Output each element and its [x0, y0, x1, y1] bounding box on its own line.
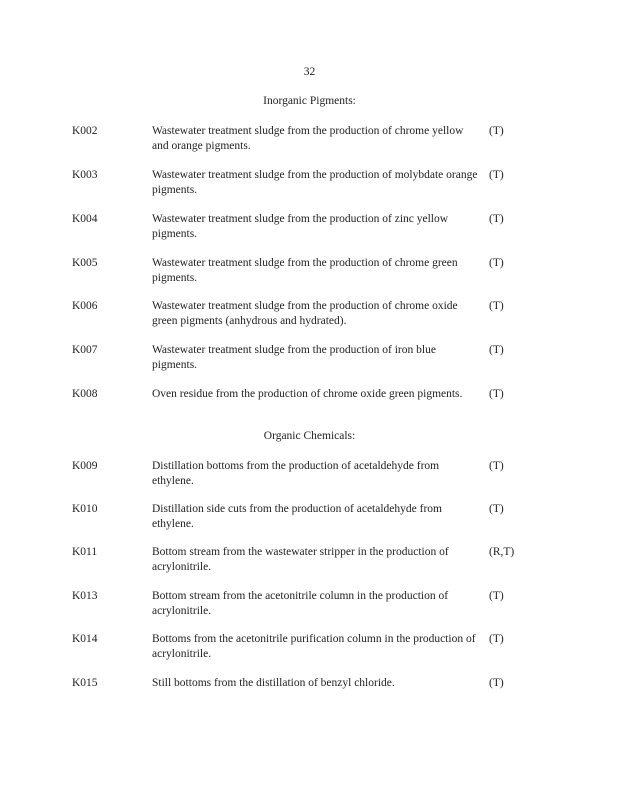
- waste-code: K013: [72, 590, 98, 602]
- waste-code: K011: [72, 546, 98, 558]
- hazard-code: (R,T): [489, 546, 515, 558]
- waste-description: Still bottoms from the distillation of benzyl chloride.: [152, 677, 395, 689]
- waste-description: Bottom stream from the acetonitrile column in the production of acrylonitrile.: [152, 590, 449, 617]
- waste-code: K005: [72, 257, 98, 269]
- section-title-inorganic-pigments: Inorganic Pigments:: [263, 95, 356, 107]
- hazard-code: (T): [489, 388, 504, 400]
- waste-code: K009: [72, 460, 98, 472]
- waste-description: Bottom stream from the wastewater stripper in the production of acrylonitrile.: [152, 546, 449, 573]
- waste-description: Wastewater treatment sludge from the production of molybdate orange pigments.: [152, 169, 478, 196]
- waste-code: K002: [72, 125, 98, 137]
- waste-code: K008: [72, 388, 98, 400]
- waste-code: K010: [72, 503, 98, 515]
- waste-code: K003: [72, 169, 98, 181]
- waste-description: Distillation bottoms from the production of acetaldehyde from ethylene.: [152, 460, 440, 487]
- waste-description: Oven residue from the production of chrome oxide green pigments.: [152, 388, 463, 400]
- hazard-code: (T): [489, 460, 504, 472]
- hazard-code: (T): [489, 503, 504, 515]
- waste-description: Wastewater treatment sludge from the production of chrome green pigments.: [152, 257, 458, 284]
- waste-description: Bottoms from the acetonitrile purification column in the production of acrylonitrile.: [152, 633, 476, 660]
- hazard-code: (T): [489, 590, 504, 602]
- waste-description: Wastewater treatment sludge from the production of chrome oxide green pigments (anhydrous and hydrated).: [152, 300, 458, 327]
- section-title-organic-chemicals: Organic Chemicals:: [263, 430, 356, 442]
- hazard-code: (T): [489, 677, 504, 689]
- hazard-code: (T): [489, 633, 504, 645]
- waste-description: Distillation side cuts from the production of acetaldehyde from ethylene.: [152, 503, 442, 530]
- hazard-code: (T): [489, 257, 504, 269]
- waste-description: Wastewater treatment sludge from the production of zinc yellow pigments.: [152, 213, 449, 240]
- hazard-code: (T): [489, 213, 504, 225]
- waste-code: K014: [72, 633, 98, 645]
- waste-description: Wastewater treatment sludge from the production of iron blue pigments.: [152, 344, 436, 371]
- waste-code: K004: [72, 213, 98, 225]
- hazard-code: (T): [489, 344, 504, 356]
- hazard-code: (T): [489, 169, 504, 181]
- waste-code: K006: [72, 300, 98, 312]
- waste-code: K007: [72, 344, 98, 356]
- waste-description: Wastewater treatment sludge from the production of chrome yellow and orange pigments.: [152, 125, 464, 152]
- page-number: 32: [303, 66, 316, 78]
- hazard-code: (T): [489, 300, 504, 312]
- waste-code: K015: [72, 677, 98, 689]
- hazard-code: (T): [489, 125, 504, 137]
